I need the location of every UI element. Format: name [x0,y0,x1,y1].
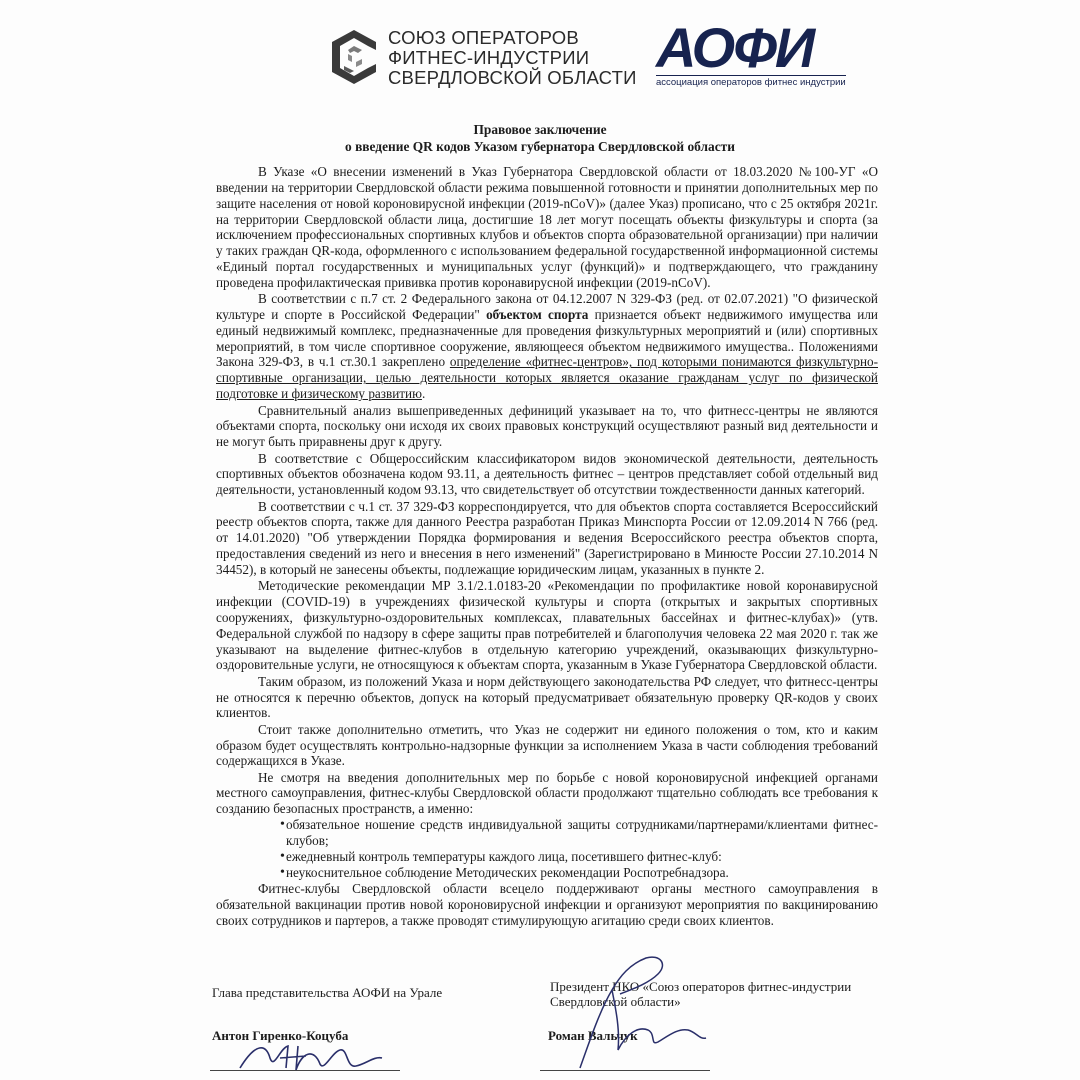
paragraph-7: Таким образом, из положений Указа и норм действующего законодательства РФ следует, что фитнесс-центры не относятся к перечню объектов, допуск на который предусматривает обязательную проверку QR-кодов у своих клиентов. [216,673,878,721]
union-logo-line-1: СОЮЗ ОПЕРАТОРОВ [388,27,579,48]
paragraph-5: В соответствии с ч.1 ст. 37 329-ФЗ корреспондируется, что для объектов спорта составляется Всероссийский реестр объектов спорта, также для данного Реестра разработан Приказ Минспорта России от 12.09.2014 N 766 (ред. от 14.01.2020) "Об утверждении Порядка формирования и ведения Всероссийского реестра объектов спорта, предоставления сведений из него и внесения в него изменений" (Зарегистрировано в Минюсте России 27.10.2014 N 34452), в который не занесены объекты, подлежащие юридическим лицам, указанных в пункте 2. [216,498,878,577]
list-item: • обязательное ношение средств индивидуальной защиты сотрудниками/партнерами/клиентами фитнес-клубов; [216,817,878,849]
paragraph-2 [216,291,878,402]
list-item: • ежедневный контроль температуры каждого лица, посетившего фитнес-клуб: [216,849,878,865]
union-logo-icon [328,28,380,86]
paragraph-2-bold: объектом спорта [486,306,589,322]
paragraph-6: Методические рекомендации МР 3.1/2.1.0183-20 «Рекомендации по профилактике новой коронавирусной инфекции (COVID-19) в учреждениях физической культуры и спорта (открытых и закрытых спортивных сооружениях, физкультурно-оздоровительных комплексах, плавательных бассейнах и фитнес-клубах)» (утв. Федеральной службой по надзору в сфере защиты прав потребителей и благополучия человека 22 мая 2020 г. так же указывают на выделение фитнес-клубов в отдельную категорию учреждений, оказывающих физкультурно-оздоровительные услуги, не относящуюся к объектам спорта, указанным в Указе Губернатора Свердловской области. [216,578,878,673]
right-signatory-name: Роман Вальчук [548,1028,638,1043]
aofi-logo-subtitle: ассоциация операторов фитнес индустрии [656,77,846,88]
left-signatory-name: Антон Гиренко-Коцуба [212,1028,349,1043]
paragraph-2-underlined: определение «фитнес-центров», под которыми понимаются физкультурно-спортивные организации, целью деятельности которых является оказание гражданам услуг по физической подготовке и физическому развитию [216,354,878,402]
right-signatory-title-line-1: Президент НКО «Союз операторов фитнес-индустрии [550,979,852,994]
left-signatory-title: Глава представительства АОФИ на Урале [212,985,443,1000]
paragraph-2-part-b: признается объект недвижимого имущества или единый недвижимый комплекс, предназначенные для проведения физкультурных мероприятий и (или) спортивных мероприятий, в том числе спортивное сооружение, являющееся объектом недвижимого имущества.. Положениями Закона 329-ФЗ, в ч.1 ст.30.1 закреплено [216,306,878,370]
list-item: • неукоснительное соблюдение Методических рекомендации Роспотребнадзора. [216,865,878,881]
right-handwritten-signature [560,950,710,1075]
document-body [216,164,878,929]
paragraph-3: Сравнительный анализ вышеприведенных дефиниций указывает на то, что фитнесс-центры не являются объектами спорта, поскольку они исходя их своих правовых конструкций осуществляют разный вид деятельности и не могут быть приравнены друг к другу. [216,402,878,450]
paragraph-9: Не смотря на введения дополнительных мер по борьбе с новой короновирусной инфекцией органами местного самоуправления, фитнес-клубы Свердловской области продолжают тщательно соблюдать все требования к созданию безопасных пространств, а именно: [216,769,878,817]
paragraph-4: В соответствие с Общероссийским классификатором видов экономической деятельности, деятельность спортивных объектов обозначена кодом 93.11, а деятельность фитнес – центров представляет собой отдельный вид деятельности, установленный кодом 93.13, что свидетельствует об отсутствии тождественности данных категорий. [216,450,878,498]
document-subtitle: о введение QR кодов Указом губернатора Свердловской области [345,139,735,154]
paragraph-2-part-a: В соответствии с п.7 ст. 2 Федерального закона от 04.12.2007 N 329-ФЗ (ред. от 02.07.2021) "О физической культуре и спорте в Российской Федерации" [216,291,878,322]
document-title: Правовое заключение [473,122,607,137]
left-handwritten-signature [236,1038,386,1076]
union-logo [328,27,637,88]
right-signatory-title-line-2: Свердловской области» [550,994,681,1009]
paragraph-8: Стоит также дополнительно отметить, что Указ не содержит ни единого положения о том, кто и каким образом будет осуществлять контрольно-надзорные функции за исполнением Указа в части соблюдения требований содержащихся в Указе. [216,721,878,769]
union-logo-line-3: СВЕРДЛОВСКОЙ ОБЛАСТИ [388,67,637,88]
paragraph-10: Фитнес-клубы Свердловской области всецело поддерживают органы местного самоуправления в обязательной вакцинации против новой короновирусной инфекции и организуют мероприятия по вакцинированию своих сотрудников и партеров, а также проводят стимулирующую агитацию среди своих клиентов. [216,880,878,928]
requirements-list [216,817,878,880]
paragraph-2-part-c: . [421,386,426,402]
aofi-logo-word: АОФИ [656,16,814,79]
union-logo-line-2: ФИТНЕС-ИНДУСТРИИ [388,47,590,68]
aofi-logo [656,16,846,90]
paragraph-1: В Указе «О внесении изменений в Указ Губернатора Свердловской области от 18.03.2020 №100-УГ «О введении на территории Свердловской области режима повышенной готовности и принятии дополнительных мер по защите населения от новой короновирусной инфекции (2019-nCoV)» (далее Указ) прописано, что с 25 октября 2021г. на территории Свердловской области лица, достигшие 18 лет могут посещать объекты физкультуры и спорта (за исключением профессиональных спортивных клубов и объектов спорта образовательной организации) при наличии у таких граждан QR-кода, оформленного с использованием федеральной государственной информационной системы «Единый портал государственных и муниципальных услуг (функций)» и подтверждающего, что гражданину проведена профилактическая прививка против коронавирусной инфекции (2019-nCoV). [216,164,878,290]
